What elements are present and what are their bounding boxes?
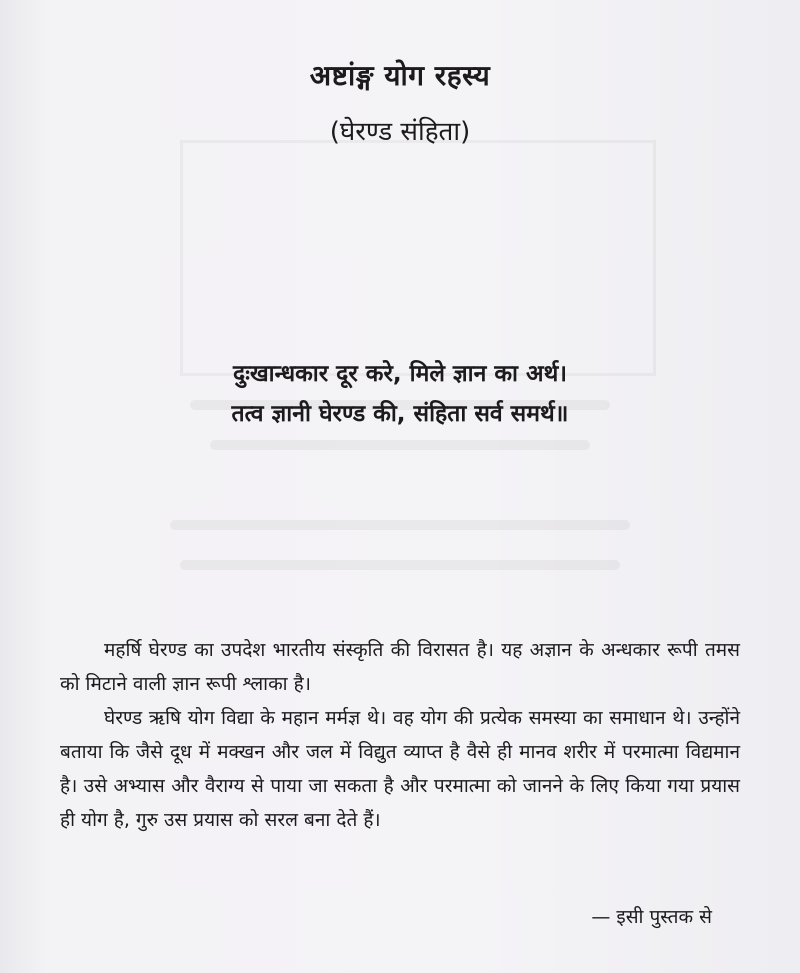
attribution: — इसी पुस्तक से [591,906,712,928]
page-title: अष्टांङ्ग योग रहस्य [309,59,491,92]
couplet-line-1: दुःखान्धकार दूर करे, मिले ज्ञान का अर्थ। [232,361,568,387]
paragraph-1: महर्षि घेरण्ड का उपदेश भारतीय संस्कृति की विरासत है। यह अज्ञान के अन्धकार रूपी तमस को मिटाने वाली ज्ञान रूपी श्लाका है। [60,639,740,695]
page-subtitle: (घेरण्ड संहिता) [329,117,471,147]
couplet [0,354,800,434]
paragraph-2: घेरण्ड ऋषि योग विद्या के महान मर्मज्ञ थे। वह योग की प्रत्येक समस्या का समाधान थे। उन्होंने बताया कि जैसे दूध में मक्खन और जल में विद्युत व्याप्त है वैसे ही मानव शरीर में परमात्मा विद्यमान है। उसे अभ्यास और वैराग्य से पाया जा सकता है और परमात्मा को जानने के लिए किया गया प्रयास ही योग है, गुरु उस प्रयास को सरल बना देते हैं। [60,707,740,831]
body-text [60,633,740,837]
ghost-line [180,560,620,570]
couplet-line-2: तत्व ज्ञानी घेरण्ड की, संहिता सर्व समर्थ॥ [231,401,569,427]
ghost-line [170,520,630,530]
ghost-line [210,440,590,450]
ghost-frame [180,140,656,376]
